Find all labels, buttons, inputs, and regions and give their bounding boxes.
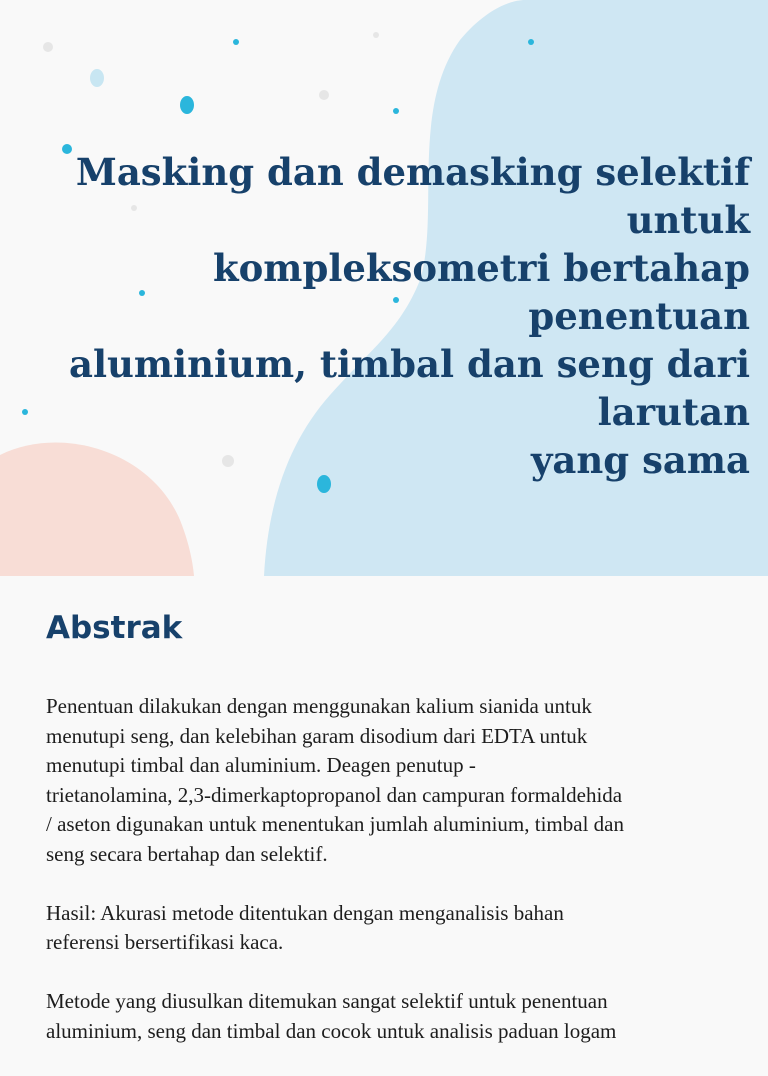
dot (373, 32, 379, 38)
text-line: seng secara bertahap dan selektif. (46, 841, 328, 866)
dot (528, 39, 534, 45)
dot (90, 69, 104, 87)
text-line: Hasil: Akurasi metode ditentukan dengan menganalisis bahan (46, 900, 564, 925)
text-line: menutupi seng, dan kelebihan garam disodium dari EDTA untuk (46, 723, 588, 748)
title-line: Masking dan demasking selektif untuk (75, 150, 750, 242)
document-title (20, 148, 750, 484)
text-line: / aseton digunakan untuk menentukan jumlah aluminium, timbal dan (46, 812, 624, 836)
title-line: aluminium, timbal dan seng dari larutan (68, 342, 750, 434)
text-line: trietanolamina, 2,3-dimerkaptopropanol dan campuran formaldehida (46, 782, 623, 807)
abstract-paragraph (46, 899, 736, 958)
text-line: referensi bersertifikasi kaca. (46, 930, 284, 954)
text-line: Metode yang diusulkan ditemukan sangat selektif untuk penentuan (46, 989, 608, 1013)
text-line: aluminium, seng dan timbal dan cocok untuk analisis paduan logam (46, 1018, 617, 1043)
dot (393, 108, 399, 114)
abstract-paragraph (46, 987, 736, 1046)
dot (319, 90, 329, 100)
dot (233, 39, 239, 45)
text-line: Penentuan dilakukan dengan menggunakan kalium sianida untuk (46, 694, 592, 718)
text-line: menutupi timbal dan aluminium. Deagen penutup - (46, 753, 476, 777)
abstract-paragraph (46, 692, 736, 869)
title-line: kompleksometri bertahap penentuan (212, 246, 750, 338)
dot (43, 42, 53, 52)
dot (180, 96, 194, 114)
abstract-section (0, 576, 768, 1043)
abstract-body (46, 692, 736, 1076)
abstract-heading: Abstrak (46, 610, 183, 646)
title-line: yang sama (530, 438, 750, 482)
